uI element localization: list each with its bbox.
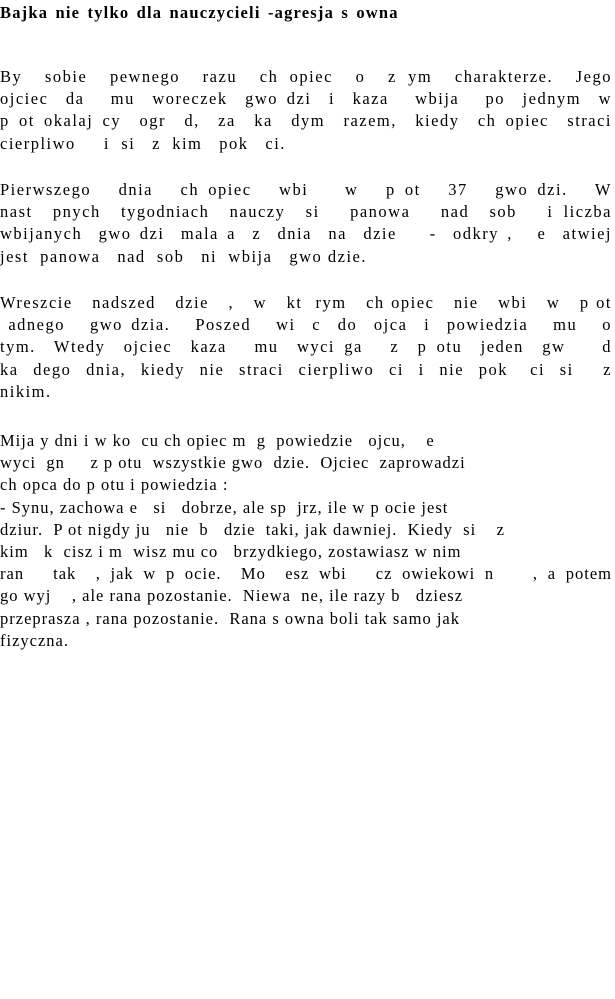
paragraph-line: Mija y dni i w ko cu ch opiec m g powiedzie ojcu, e (0, 431, 435, 450)
paragraph-line: dziur. P ot nigdy ju nie b dzie taki, jak dawniej. Kiedy si z (0, 519, 505, 539)
paragraph-1 (0, 66, 612, 155)
paragraph-line: przeprasza , rana pozostanie. Rana s owna boli tak samo jak (0, 608, 460, 628)
paragraph-line: adnego gwo dzia. Poszed wi c do ojca i powiedzia mu o (0, 315, 612, 335)
paragraph-line: go wyj , ale rana pozostanie. Niewa ne, ile razy b dziesz (0, 586, 464, 606)
paragraph-line: ch opca do p otu i powiedzia : (0, 475, 229, 495)
paragraph-line: jest panowa nad sob ni wbija gwo dzie. (0, 246, 367, 266)
document-title: Bajka nie tylko dla nauczycieli -agresja s owna (0, 3, 399, 22)
paragraph-line: wbijanych gwo dzi mala a z dnia na dzie - odkry , e atwiej (0, 224, 612, 244)
paragraph-line: - Synu, zachowa e si dobrze, ale sp jrz, ile w p ocie jest (0, 497, 449, 517)
paragraph-line: nikim. (0, 381, 52, 401)
paragraph-2 (0, 179, 612, 268)
paragraph-line: cierpliwo i si z kim pok ci. (0, 133, 286, 153)
paragraph-line: Pierwszego dnia ch opiec wbi w p ot 37 gwo dzi. W (0, 180, 612, 199)
paragraph-line: ka dego dnia, kiedy nie straci cierpliwo ci i nie pok ci si z (0, 359, 612, 379)
paragraph-line: nast pnych tygodniach nauczy si panowa nad sob i liczba (0, 202, 612, 222)
paragraph-line: wyci gn z p otu wszystkie gwo dzie. Ojciec zaprowadzi (0, 453, 466, 473)
paragraph-line: By sobie pewnego razu ch opiec o z ym charakterze. Jego (0, 67, 612, 86)
paragraph-4 (0, 430, 612, 652)
paragraph-3 (0, 292, 612, 403)
paragraph-line: Wreszcie nadszed dzie , w kt rym ch opiec nie wbi w p ot (0, 293, 612, 312)
paragraph-line: tym. Wtedy ojciec kaza mu wyci ga z p otu jeden gw d (0, 337, 612, 357)
paragraph-line: p ot okalaj cy ogr d, za ka dym razem, kiedy ch opiec straci (0, 111, 612, 131)
paragraph-line: ran tak , jak w p ocie. Mo esz wbi cz owiekowi n , a potem (0, 564, 612, 584)
paragraph-line: ojciec da mu woreczek gwo dzi i kaza wbija po jednym w (0, 89, 612, 109)
paragraph-line: kim k cisz i m wisz mu co brzydkiego, zostawiasz w nim (0, 541, 462, 561)
paragraph-line: fizyczna. (0, 630, 69, 650)
